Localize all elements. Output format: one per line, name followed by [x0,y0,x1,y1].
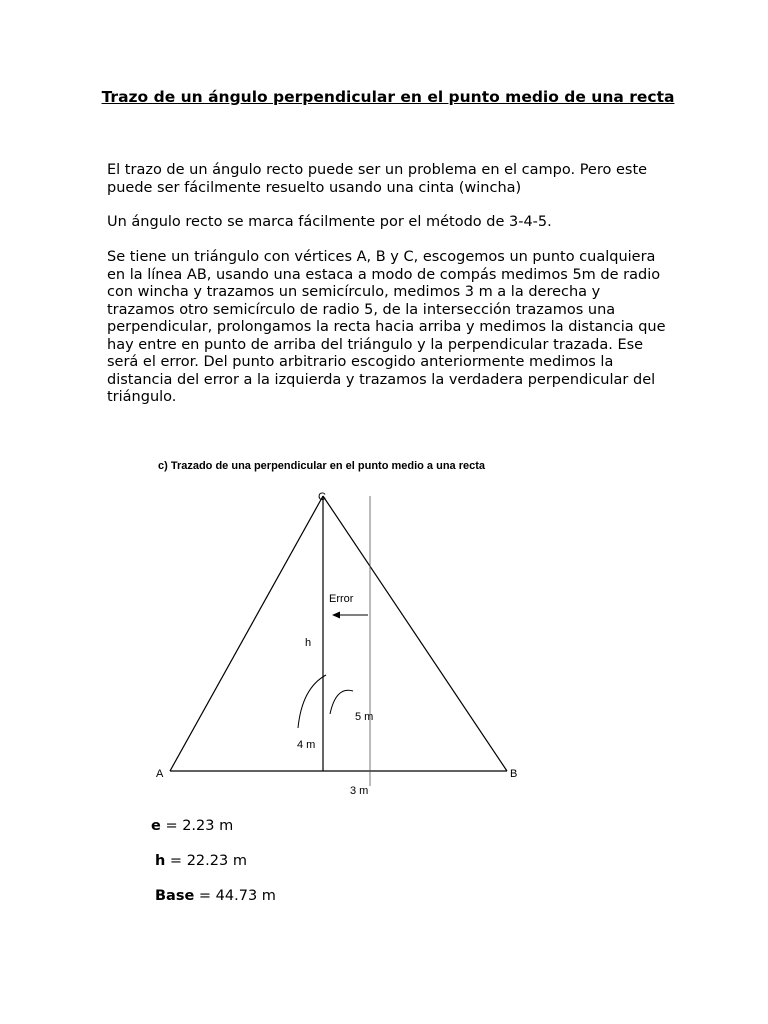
side-cb-line [323,496,507,771]
three-m-label: 3 m [350,785,369,797]
result-e-label: e [151,818,161,834]
result-base-value: = 44.73 m [194,888,276,904]
triangle-diagram [140,450,540,810]
result-base [155,887,276,905]
result-h-label: h [155,853,166,869]
height-h-label: h [305,637,312,649]
paragraph-intro: El trazo de un ángulo recto puede ser un problema en el campo. Pero este puede ser fácilmente resuelto usando una cinta (wincha) [107,162,648,196]
paragraph-method: Un ángulo recto se marca fácilmente por el método de 3-4-5. [107,214,552,230]
side-ac-line [170,496,323,771]
compass-arc-right [330,690,353,714]
figure-caption: c) Trazado de una perpendicular en el punto medio a una recta [158,460,486,472]
compass-arc-left [298,675,326,728]
result-e [151,817,233,835]
vertex-c-label: C [318,491,326,503]
result-base-label: Base [155,888,195,904]
result-h [155,852,247,870]
five-m-label: 5 m [355,711,374,723]
four-m-label: 4 m [297,739,316,751]
vertex-a-label: A [156,768,164,780]
result-e-value: = 2.23 m [160,818,234,834]
error-label: Error [329,593,354,605]
result-h-value: = 22.23 m [165,853,247,869]
triangle-figure [140,450,540,810]
paragraph-procedure: Se tiene un triángulo con vértices A, B y C, escogemos un punto cualquiera en la línea AB, usando una estaca a modo de compás medimos 5m de radio con wincha y trazamos un semicírculo, medimos 3 m a la derecha y trazamos otro semicírculo de radio 5, de la intersección trazamos una perpendicular, prolongamos la recta hacia arriba y medimos la distancia que hay entre en punto de arriba del triángulo y la perpendicular trazada. Ese será el error. Del punto arbitrario escogido anteriormente medimos la distancia del error a la izquierda y trazamos la verdadera perpendicular del triángulo. [107,249,666,405]
error-arrow-head [332,612,340,619]
vertex-b-label: B [510,768,518,780]
document-title: Trazo de un ángulo perpendicular en el punto medio de una recta [101,88,675,106]
